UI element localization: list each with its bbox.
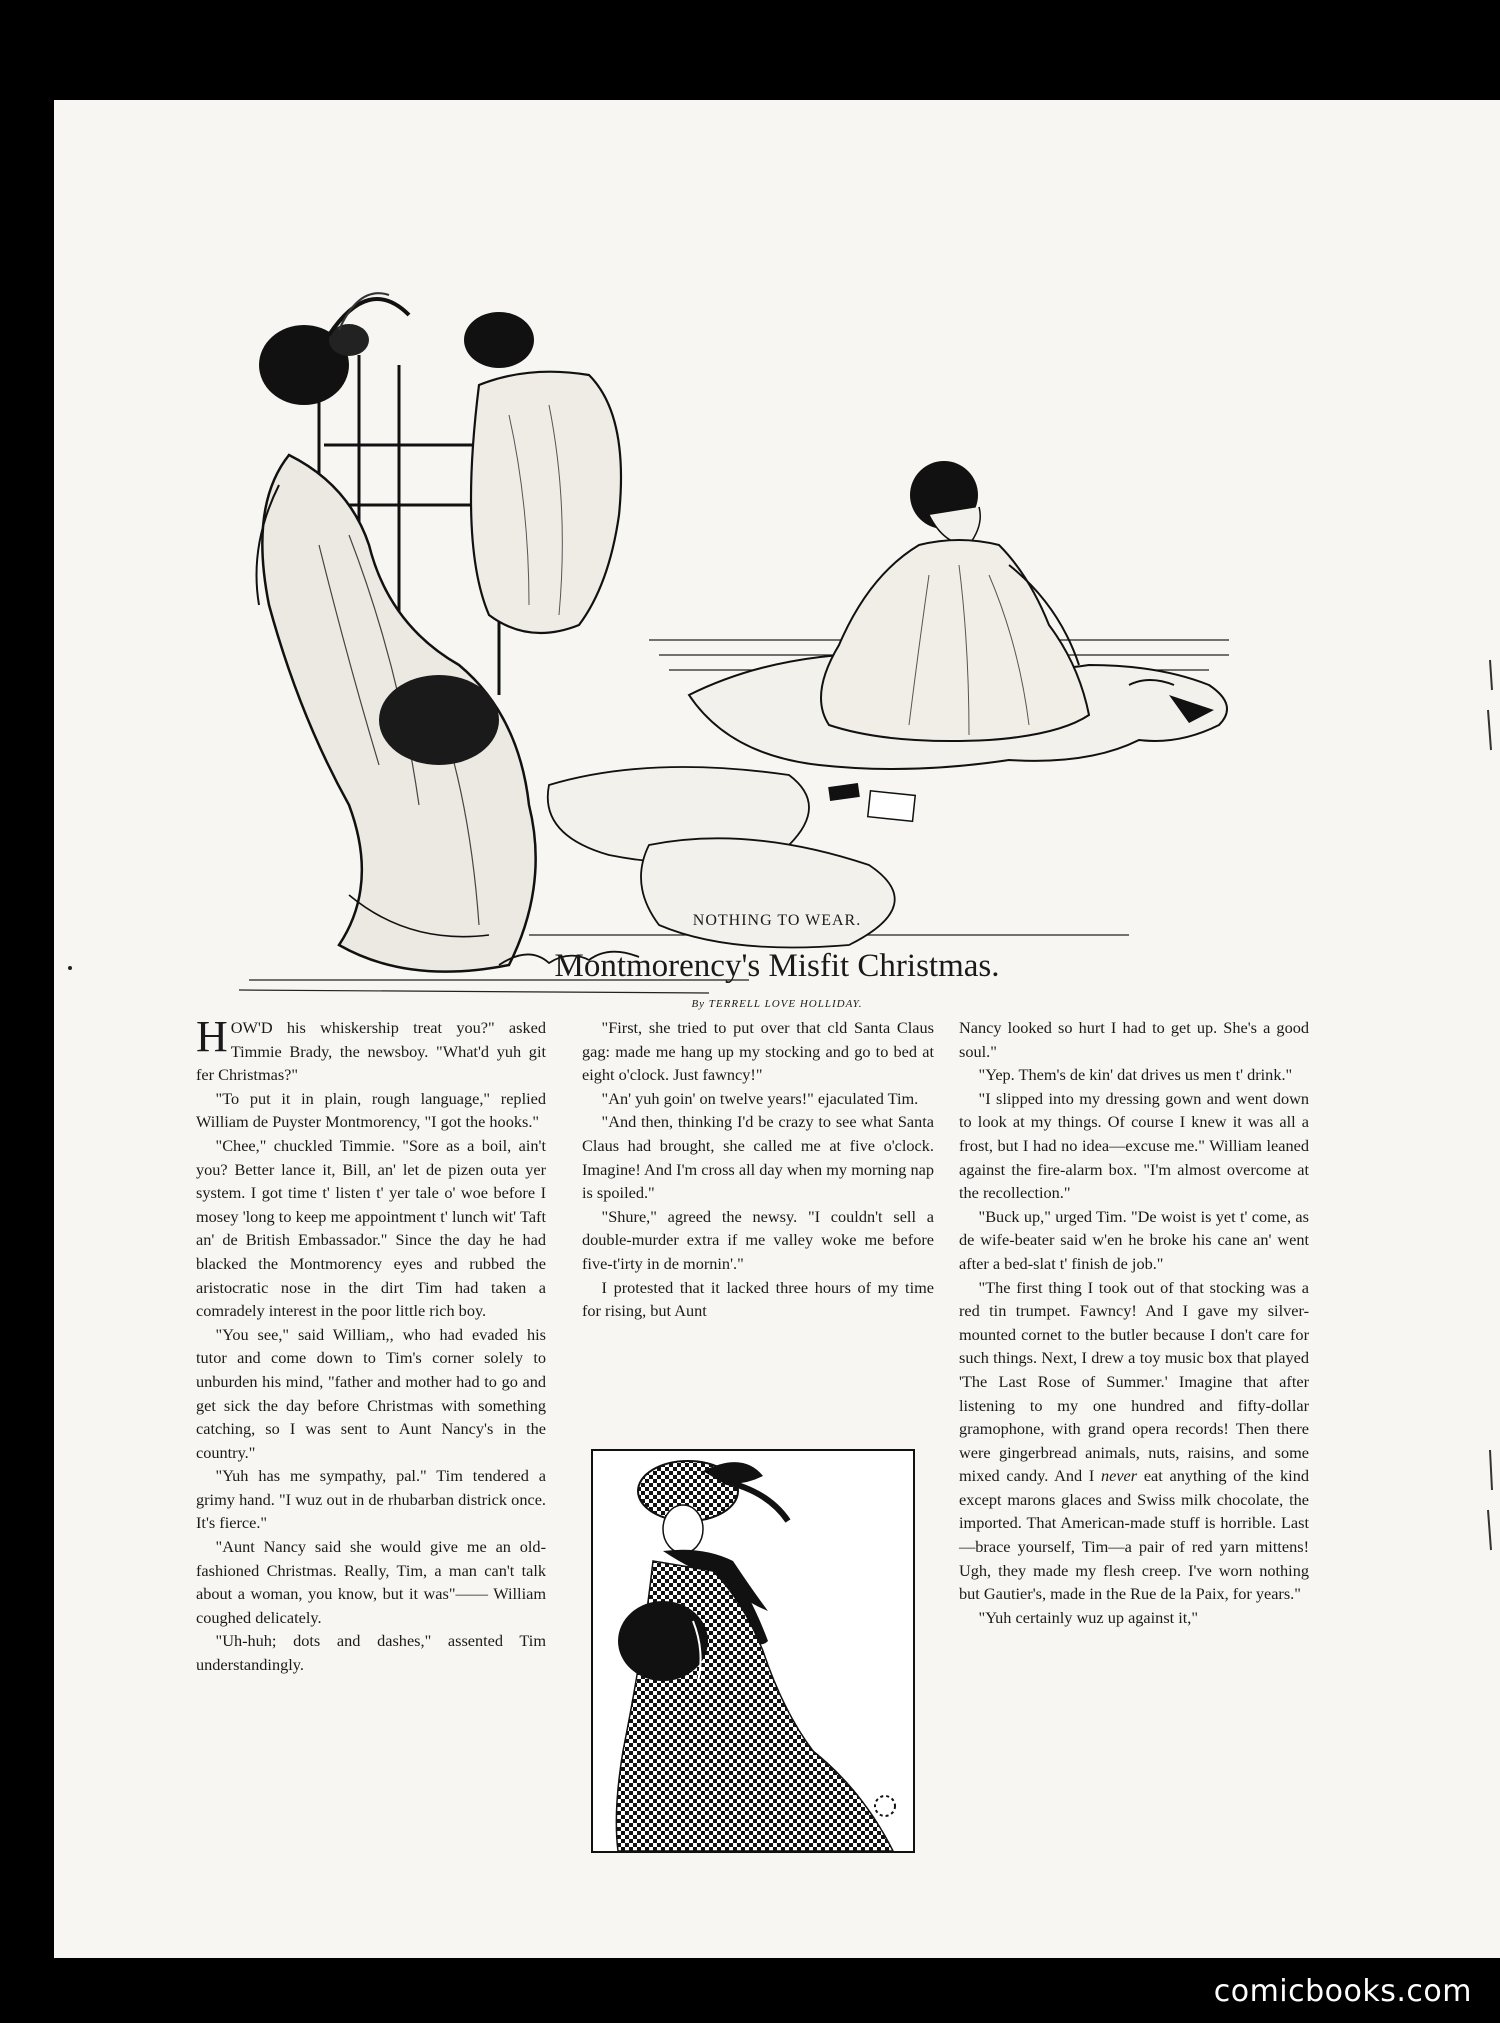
article-paragraph: "Yuh certainly wuz up against it," bbox=[978, 1607, 1199, 1627]
site-watermark: comicbooks.com bbox=[1213, 1974, 1472, 2009]
article-paragraph-text: OW'D his whiskership treat you?" asked Timmie Brady, the newsboy. "What'd yuh git fer Christmas?" bbox=[196, 1018, 546, 1085]
margin-scan-mark bbox=[1482, 650, 1500, 760]
article-paragraph-text: "The first thing I took out of that stocking was a red tin trumpet. Fawncy! And I gave my silver-mounted cornet to the butler because I don't care for such things. Next, I drew a toy music box that played 'The Last Rose of Summer.' Imagine that after listening to my one hundred and fifty-dollar gramophone, with grand opera records! Then there were gingerbread animals, nuts, raisins, and some mixed candy. And I bbox=[959, 1277, 1309, 1486]
article-paragraph: "Shure," agreed the newsy. "I couldn't sell a double-murder extra if me valley woke me before five-t'irty in de mornin'." bbox=[582, 1206, 934, 1273]
article-paragraph: "Uh-huh; dots and dashes," assented Tim understandingly. bbox=[196, 1631, 546, 1675]
ink-speck bbox=[68, 966, 72, 970]
article-paragraph bbox=[959, 1276, 1309, 1606]
article-paragraph: "First, she tried to put over that cld Santa Claus gag: made me hang up my stocking and go to bed at eight o'clock. Just fawncy!" bbox=[582, 1018, 934, 1085]
article-column-1 bbox=[196, 1012, 546, 1677]
article-paragraph: "Yuh has me sympathy, pal." Tim tendered a grimy hand. "I wuz out in de rhubarban districk once. It's fierce." bbox=[196, 1466, 546, 1533]
inset-illustration-woman bbox=[591, 1449, 915, 1853]
article-paragraph: "Buck up," urged Tim. "De woist is yet t' come, as de wife-beater said w'en he broke his cane an' went after a bed-slat t' finish de job." bbox=[959, 1206, 1309, 1273]
drop-cap-letter: H bbox=[196, 1012, 228, 1061]
article-column-2 bbox=[582, 1016, 934, 1323]
article-column-3 bbox=[959, 1016, 1309, 1629]
illustration-caption: NOTHING TO WEAR. bbox=[692, 912, 862, 929]
article-paragraph-text: eat anything of the kind except marons glaces and Swiss milk chocolate, the imported. That American-made stuff is horrible. Last—brace yourself, Tim—a pair of red yarn mittens! Ugh, they made my flesh creep. I've worn nothing but Gautier's, made in the Rue de la Paix, for years." bbox=[959, 1466, 1309, 1604]
article-paragraph bbox=[196, 1012, 546, 1087]
article-paragraph: "Aunt Nancy said she would give me an old-fashioned Christmas. Really, Tim, a man can't talk about a woman, you know, but it was"—— William coughed delicately. bbox=[196, 1537, 546, 1627]
article-paragraph: "To put it in plain, rough language," replied William de Puyster Montmorency, "I got the hooks." bbox=[196, 1088, 546, 1132]
nothing-to-wear-illustration bbox=[229, 245, 1309, 1005]
article-paragraph: I protested that it lacked three hours of my time for rising, but Aunt bbox=[582, 1277, 934, 1321]
article-paragraph: "Chee," chuckled Timmie. "Sore as a boil, ain't you? Better lance it, Bill, an' let de pizen outa yer system. I got time t' listen t' yer tale o' woe before I mosey 'long to keep me appointment t' lunch wit' Taft an' de British Embassador." Since the day he had blacked the Montmorency eyes and rubbed the aristocratic nose in the dirt Tim had taken a comradely interest in the poor little rich boy. bbox=[196, 1135, 546, 1321]
article-paragraph: Nancy looked so hurt I had to get up. She's a good soul." bbox=[959, 1018, 1309, 1061]
magazine-page bbox=[54, 100, 1500, 1958]
article-paragraph: "An' yuh goin' on twelve years!" ejaculated Tim. bbox=[601, 1088, 919, 1108]
article-paragraph: "You see," said William,, who had evaded his tutor and come down to Tim's corner solely to unburden his mind, "father and mother had to go and get sick the day before Christmas with something catching, so I was sent to Aunt Nancy's in the country." bbox=[196, 1324, 546, 1462]
emphasized-word: never bbox=[1100, 1466, 1138, 1486]
article-paragraph: "I slipped into my dressing gown and went down to look at my things. Of course I knew it was all a frost, but I had no idea—excuse me." William leaned against the fire-alarm box. "I'm almost overcome at the recollection." bbox=[959, 1088, 1309, 1203]
margin-scan-mark bbox=[1482, 1440, 1500, 1560]
article-paragraph: "Yep. Them's de kin' dat drives us men t' drink." bbox=[978, 1065, 1293, 1085]
article-paragraph: "And then, thinking I'd be crazy to see what Santa Claus had brought, she called me at five o'clock. Imagine! And I'm cross all day when my morning nap is spoiled." bbox=[582, 1112, 934, 1203]
article-byline: By TERRELL LOVE HOLLIDAY. bbox=[691, 998, 863, 1010]
article-title: Montmorency's Misfit Christmas. bbox=[554, 948, 1000, 984]
